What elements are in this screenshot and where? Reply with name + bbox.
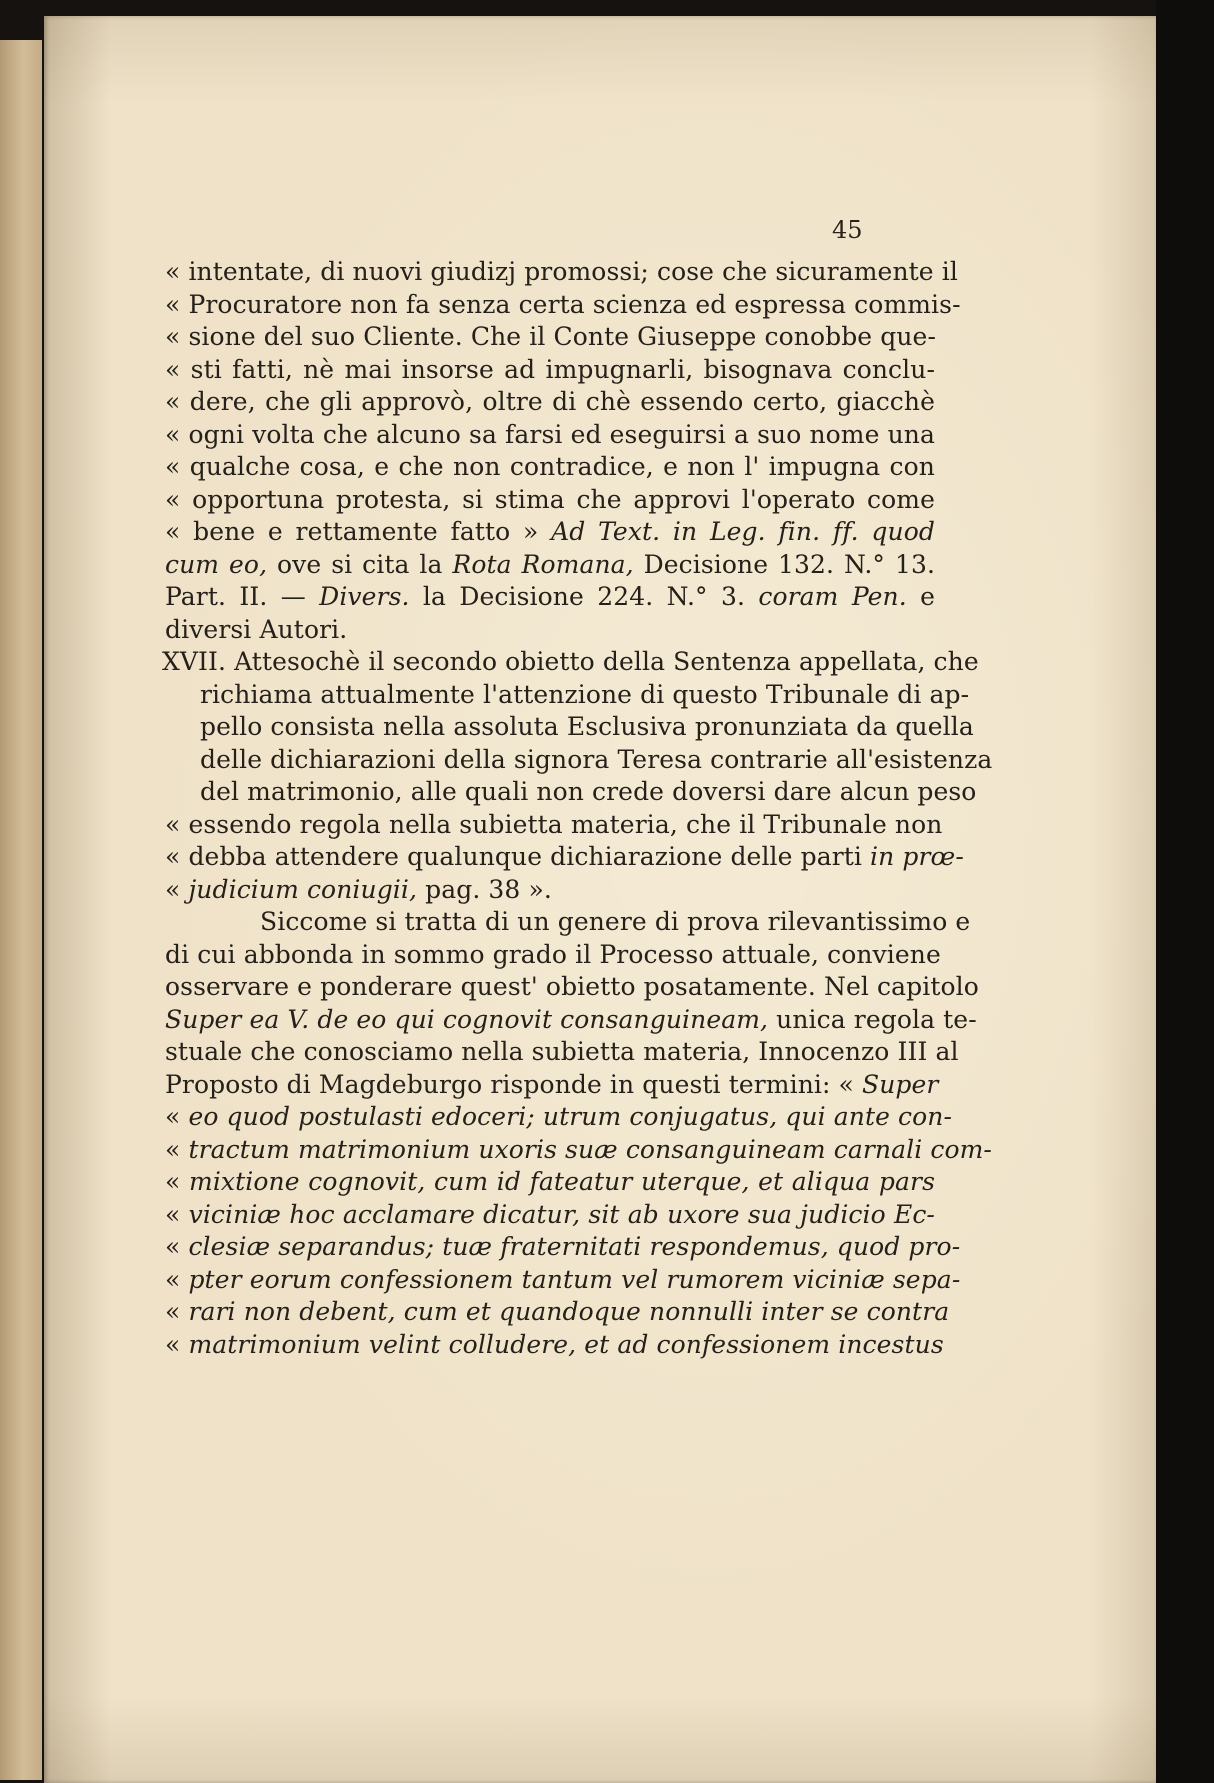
text-span: « bene e rettamente fatto » [165, 517, 552, 546]
italic-span: rari non debent, cum et quandoque nonnulli inter se contra [188, 1297, 950, 1326]
italic-span: coram Pen. [758, 582, 907, 611]
text-line: pello consista nella assoluta Esclusiva pronunziata da quella [200, 712, 974, 741]
text-line [165, 841, 964, 872]
text-line: osservare e ponderare quest' obietto posatamente. Nel capitolo [165, 972, 979, 1001]
text-line: stuale che conosciamo nella subietta materia, Innocenzo III al [165, 1037, 959, 1066]
text-span: « [165, 1167, 190, 1196]
text-span: « [165, 1102, 189, 1131]
text-line [165, 1101, 953, 1132]
text-span: pag. 38 ». [417, 874, 552, 904]
text-line [165, 1199, 935, 1230]
text-span: « [165, 874, 189, 904]
italic-span: Super ea V. de eo qui cognovit consanguineam, [165, 1004, 769, 1034]
scan-background [1156, 0, 1214, 1783]
text-line: Siccome si tratta di un genere di prova rilevantissimo e [260, 907, 971, 936]
page-number: 45 [832, 216, 863, 244]
italic-span: viciniæ hoc acclamare dicatur, sit ab uxore sua judicio Ec- [188, 1199, 935, 1229]
text-line: « sti fatti, nè mai insorse ad impugnarli, bisognava conclu- [165, 354, 935, 384]
text-line: « opportuna protesta, si stima che approvi l'operato come [165, 484, 935, 514]
text-line [165, 1329, 944, 1360]
text-line: « essendo regola nella subietta materia, che il Tribunale non [165, 809, 943, 839]
text-span: « debba attendere qualunque dichiarazione delle parti [165, 842, 871, 871]
italic-span: pter eorum confessionem tantum vel rumorem viciniæ sepa- [188, 1264, 961, 1294]
text-line [165, 516, 935, 547]
text-span: « [165, 1297, 189, 1326]
italic-span: tractum matrimonium uxoris suæ consanguineam carnali com- [188, 1134, 992, 1164]
text-span: Part. II. — [165, 582, 320, 611]
text-line: « Procuratore non fa senza certa scienza ed espressa commis- [165, 289, 961, 319]
italic-span: Divers. [319, 582, 410, 611]
text-line: « dere, che gli approvò, oltre di chè essendo certo, giacchè [165, 387, 935, 416]
text-span: Proposto di Magdeburgo risponde in questi termini: « [165, 1069, 862, 1099]
text-span: « [165, 1199, 189, 1229]
italic-span: matrimonium velint colludere, et ad confessionem incestus [188, 1329, 944, 1359]
text-span: « [165, 1264, 189, 1294]
text-line: « ogni volta che alcuno sa farsi ed eseguirsi a suo nome una [165, 419, 935, 449]
text-span: « [165, 1232, 189, 1261]
italic-span: Rota Romana, [452, 549, 634, 579]
italic-span: Ad Text. in Leg. fin. ff. quod [551, 517, 935, 546]
italic-span: in prœ- [870, 842, 964, 871]
text-span: Decisione 132. N.° 13. [633, 549, 935, 579]
facing-page-edge [0, 40, 42, 1780]
text-line: richiama attualmente l'attenzione di questo Tribunale di ap- [200, 679, 970, 709]
italic-span: clesiæ separandus; tuæ fraternitati respondemus, quod pro- [188, 1232, 961, 1261]
text-line [165, 1069, 939, 1100]
italic-span: judicium coniugii, [188, 874, 418, 904]
text-span: « [165, 1329, 189, 1359]
text-span: « [165, 1134, 189, 1164]
text-line [165, 581, 935, 612]
text-line [165, 1231, 961, 1262]
text-span: e [906, 582, 936, 611]
text-line: « sione del suo Cliente. Che il Conte Giuseppe conobbe que- [165, 322, 936, 351]
text-line: di cui abbonda in sommo grado il Processo attuale, conviene [165, 939, 941, 969]
italic-span: mixtione cognovit, cum id fateatur uterque, et aliqua pars [189, 1167, 935, 1196]
text-line: delle dichiarazioni della signora Teresa contrarie all'esistenza [200, 744, 993, 774]
text-line: « intentate, di nuovi giudizj promossi; cose che sicuramente il [165, 257, 958, 286]
text-line: « qualche cosa, e che non contradice, e non l' impugna con [165, 452, 935, 481]
italic-span: eo quod postulasti edoceri; utrum conjugatus, qui ante con- [188, 1102, 953, 1131]
text-line [165, 1296, 950, 1327]
italic-span: Super [862, 1069, 939, 1099]
text-span: ove si cita la [267, 549, 453, 579]
text-line: diversi Autori. [165, 614, 348, 644]
text-span: la Decisione 224. N.° 3. [409, 582, 759, 611]
text-line [165, 549, 935, 580]
text-line [165, 1264, 961, 1295]
text-line: del matrimonio, alle quali non crede doversi dare alcun peso [200, 777, 977, 806]
italic-span: cum eo, [165, 549, 268, 579]
text-line [165, 1004, 977, 1035]
text-line [165, 1134, 992, 1165]
text-line: XVII. Attesochè il secondo obietto della Sentenza appellata, che [162, 647, 979, 676]
text-line [165, 1166, 935, 1197]
text-span: unica regola te- [768, 1004, 977, 1034]
text-line [165, 874, 935, 905]
